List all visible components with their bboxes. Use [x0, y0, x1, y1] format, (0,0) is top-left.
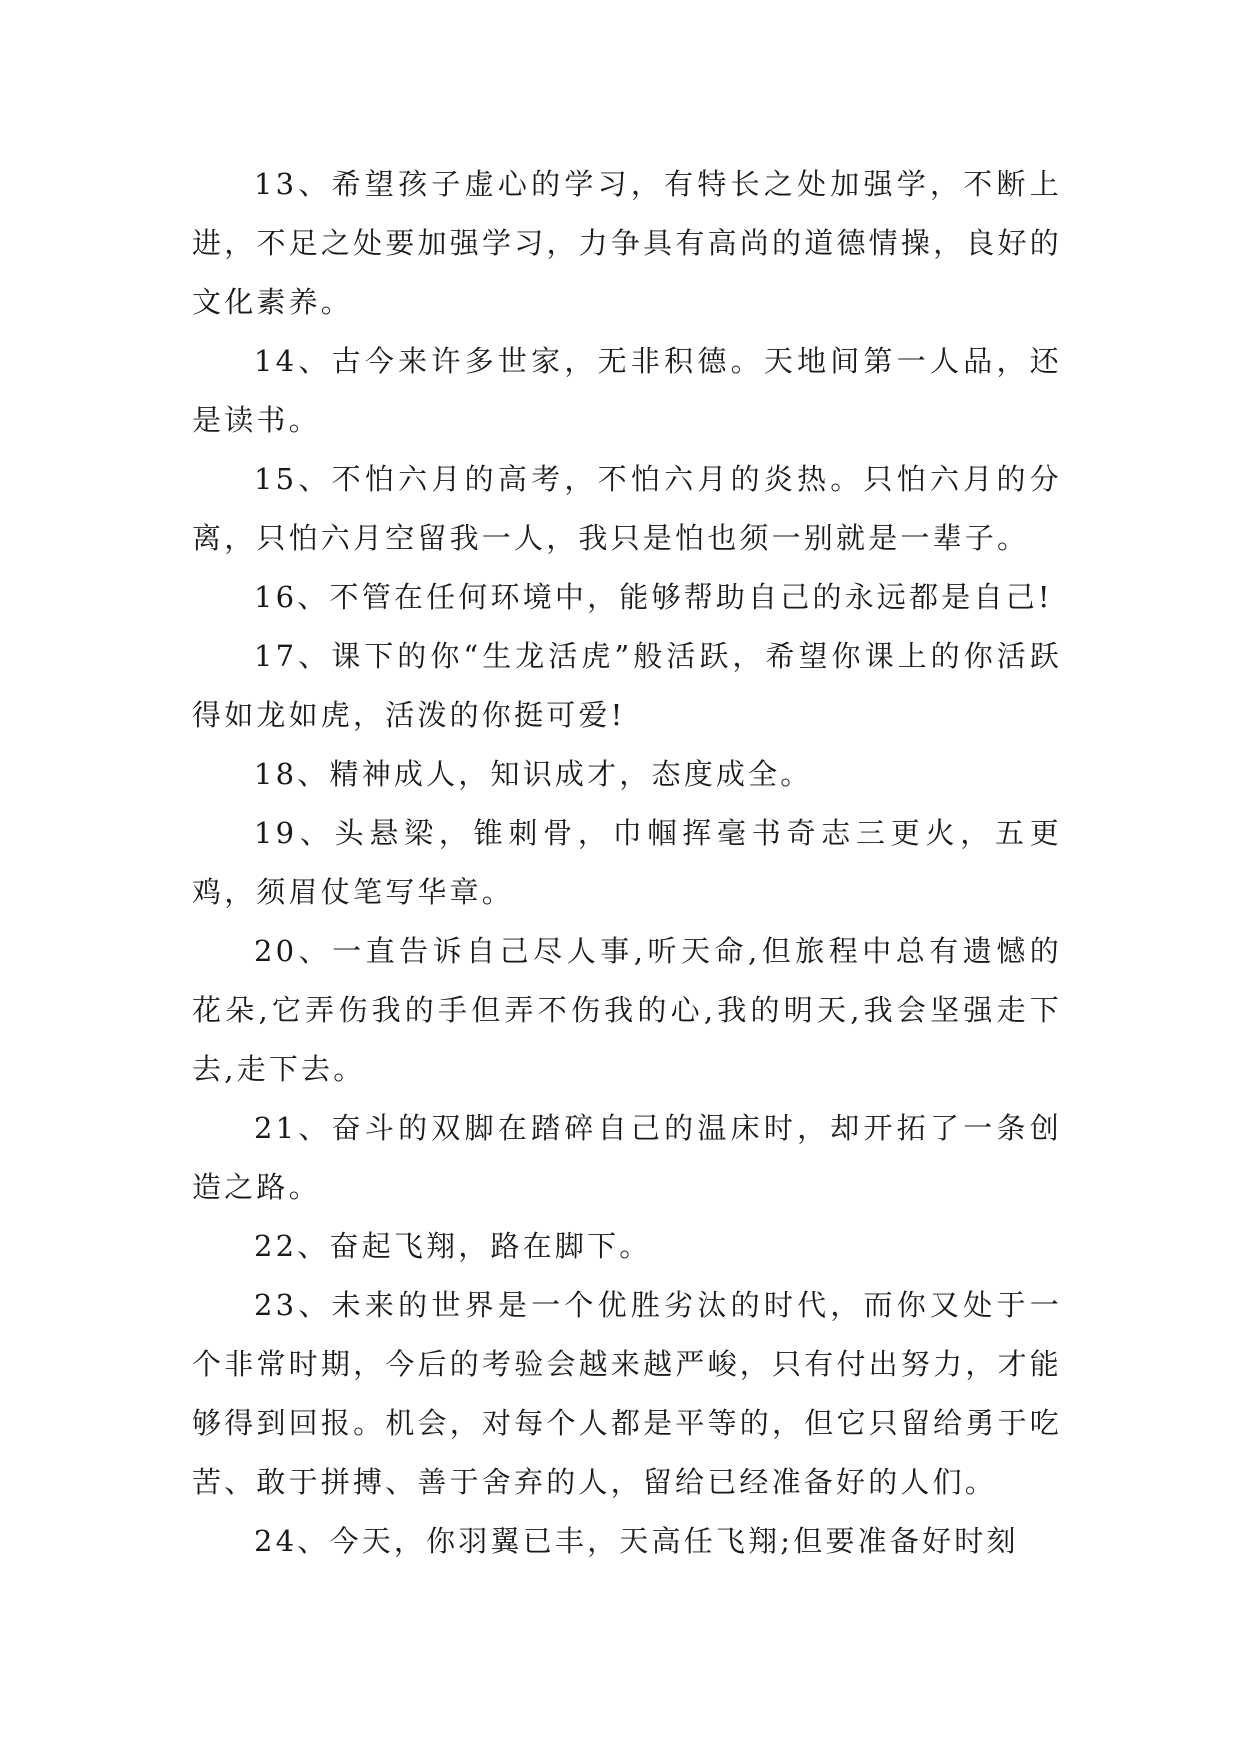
paragraph-14: 14、古今来许多世家，无非积德。天地间第一人品，还是读书。 [192, 344, 1062, 437]
paragraph-21: 21、奋斗的双脚在踏碎自己的温床时，却开拓了一条创造之路。 [192, 1111, 1062, 1204]
paragraph-13: 13、希望孩子虚心的学习，有特长之处加强学，不断上进，不足之处要加强学习，力争具有高尚的道德情操，良好的文化素养。 [192, 167, 1062, 319]
paragraph-16: 16、不管在任何环境中，能够帮助自己的永远都是自己! [254, 580, 1053, 614]
paragraph-18: 18、精神成人，知识成才，态度成全。 [254, 757, 813, 791]
paragraph-24: 24、今天，你羽翼已丰，天高任飞翔;但要准备好时刻 [254, 1524, 1019, 1558]
document-body [192, 155, 1062, 1571]
paragraph-19: 19、头悬梁，锥刺骨，巾帼挥毫书奇志三更火，五更鸡，须眉仗笔写华章。 [192, 816, 1062, 909]
paragraph-15: 15、不怕六月的高考，不怕六月的炎热。只怕六月的分离，只怕六月空留我一人，我只是怕也须一别就是一辈子。 [192, 462, 1062, 555]
paragraph-20: 20、一直告诉自己尽人事,听天命,但旅程中总有遗憾的花朵,它弄伤我的手但弄不伤我的心,我的明天,我会坚强走下去,走下去。 [192, 934, 1062, 1086]
paragraph-23: 23、未来的世界是一个优胜劣汰的时代，而你又处于一个非常时期，今后的考验会越来越严峻，只有付出努力，才能够得到回报。机会，对每个人都是平等的，但它只留给勇于吃苦、敢于拼搏、善于舍弃的人，留给已经准备好的人们。 [192, 1288, 1062, 1499]
paragraph-17: 17、课下的你“生龙活虎”般活跃，希望你课上的你活跃得如龙如虎，活泼的你挺可爱! [192, 639, 1062, 732]
paragraph-22: 22、奋起飞翔，路在脚下。 [254, 1229, 652, 1263]
